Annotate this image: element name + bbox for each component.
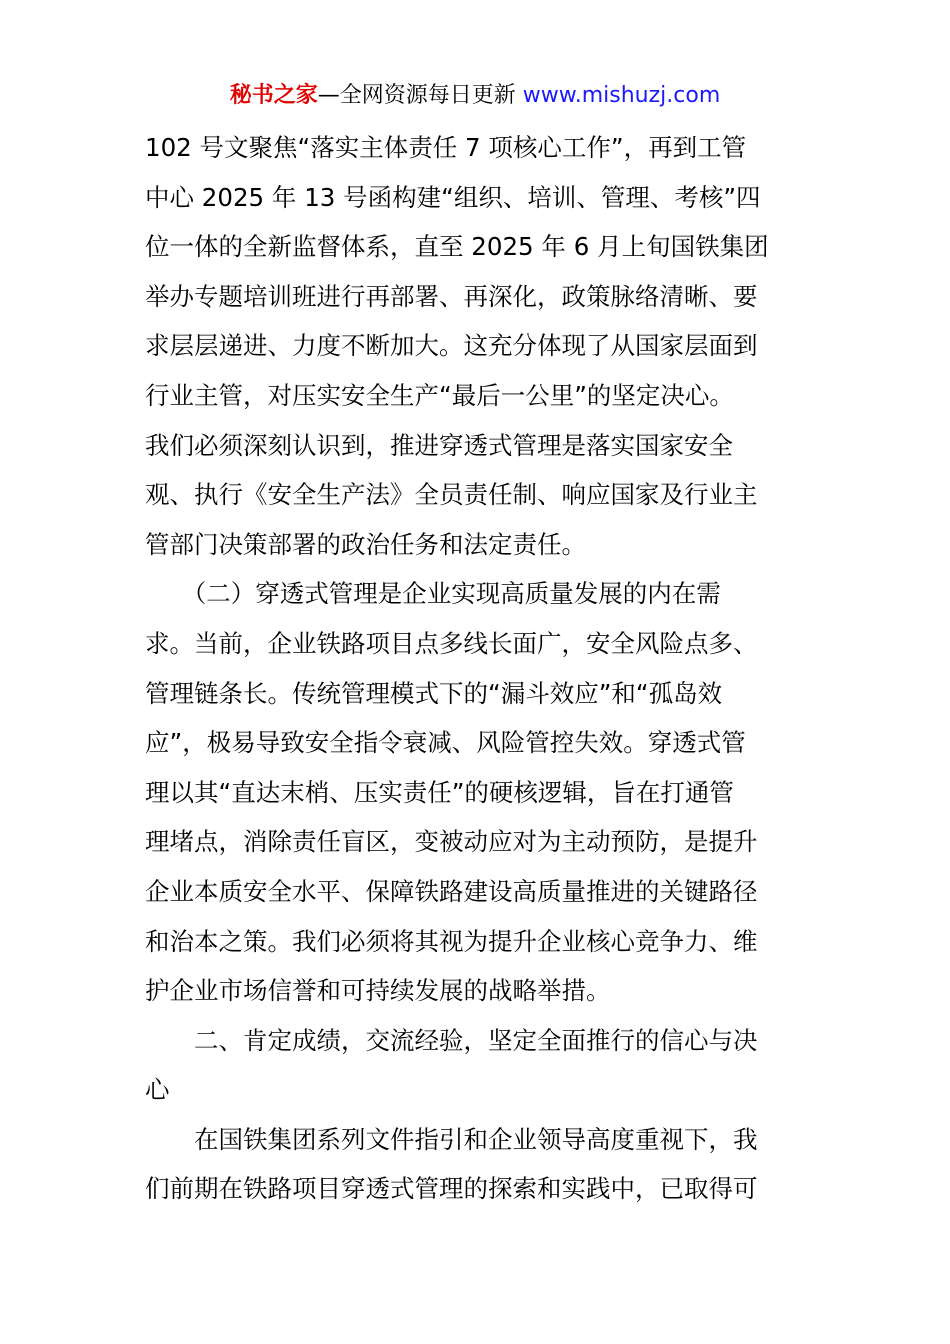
text-line: 观、执行《安全生产法》全员责任制、响应国家及行业主 [145,480,758,510]
text-line: 中心 2025 年 13 号函构建“组织、培训、管理、考核”四 [145,182,761,212]
watermark-header [0,80,950,112]
text-line: 护企业市场信誉和可持续发展的战略举措。 [145,976,611,1006]
section-heading-line: 二、肯定成绩，交流经验，坚定全面推行的信心与决 [145,1025,758,1055]
text-line: 位一体的全新监督体系，直至 2025 年 6 月上旬国铁集团 [145,232,769,262]
text-line: 求层层递进、力度不断加大。这充分体现了从国家层面到 [145,331,758,361]
text-line: 管部门决策部署的政治任务和法定责任。 [145,529,586,559]
text-line: 理以其“直达末梢、压实责任”的硬核逻辑，旨在打通管 [145,777,734,807]
text-line: 企业本质安全水平、保障铁路建设高质量推进的关键路径 [145,876,758,906]
site-url: www.mishuzj.com [522,83,721,108]
text-line: 在国铁集团系列文件指引和企业领导高度重视下，我 [145,1124,758,1154]
section-heading-line: 心 [145,1075,170,1105]
text-line: 行业主管，对压实安全生产“最后一公里”的坚定决心。 [145,380,734,410]
text-line: 举办专题培训班进行再部署、再深化，政策脉络清晰、要 [145,281,758,311]
text-line: 管理链条长。传统管理模式下的“漏斗效应”和“孤岛效 [145,678,723,708]
text-line: 102 号文聚焦“落实主体责任 7 项核心工作”，再到工管 [145,133,747,162]
header-tagline: —全网资源每日更新 [317,83,523,108]
text-line: 们前期在铁路项目穿透式管理的探索和实践中，已取得可 [145,1174,758,1204]
text-line: 求。当前，企业铁路项目点多线长面广，安全风险点多、 [145,628,758,658]
paragraph-heading-line: （二）穿透式管理是企业实现高质量发展的内在需 [145,579,721,609]
text-line: 和治本之策。我们必须将其视为提升企业核心竞争力、维 [145,926,758,956]
brand-name: 秘书之家 [229,83,318,108]
text-line: 应”，极易导致安全指令衰减、风险管控失效。穿透式管 [145,728,746,758]
document-body [145,123,810,1214]
text-line: 我们必须深刻认识到，推进穿透式管理是落实国家安全 [145,430,733,460]
text-line: 理堵点，消除责任盲区，变被动应对为主动预防，是提升 [145,827,758,857]
